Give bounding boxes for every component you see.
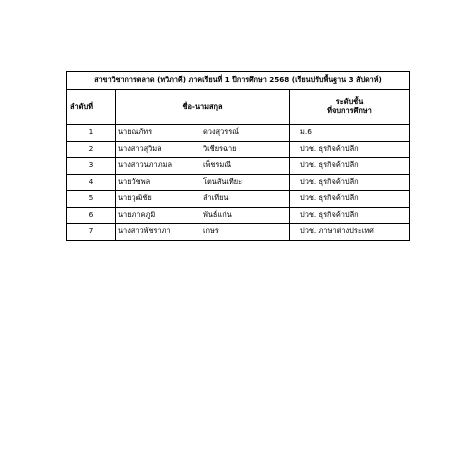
row-level: ปวช. ธุรกิจค้าปลีก [290, 158, 410, 175]
row-no: 2 [67, 141, 116, 158]
row-name [116, 125, 290, 142]
row-last-name: ลำเทียน [203, 193, 229, 203]
row-no: 5 [67, 191, 116, 208]
row-no: 6 [67, 207, 116, 224]
table-row [67, 224, 410, 241]
row-first-name: นายวัชพล [118, 176, 151, 186]
row-level: ปวช. ภาษาต่างประเทศ [290, 224, 410, 241]
table-row [67, 141, 410, 158]
header-name: ชื่อ-นามสกุล [116, 90, 290, 125]
header-level [290, 90, 410, 125]
student-list-sheet [66, 71, 409, 241]
header-no: ลำดับที่ [67, 90, 116, 125]
row-name [116, 191, 290, 208]
student-table [66, 71, 410, 241]
header-level-line2: ที่จบการศึกษา [327, 106, 372, 115]
table-title: สาขาวิชาการตลาด (ทวิภาคี) ภาคเรียนที่ 1 ปีการศึกษา 2568 (เรียนปรับพื้นฐาน 3 สัปดาห์) [67, 72, 410, 90]
row-first-name: นายวุฒิชัย [118, 193, 152, 203]
table-row [67, 191, 410, 208]
table-row [67, 158, 410, 175]
row-name [116, 224, 290, 241]
row-level: ม.6 [290, 125, 410, 142]
row-first-name: นางสาวนภาภมล [118, 160, 172, 170]
title-row [67, 72, 410, 90]
row-level: ปวช. ธุรกิจค้าปลีก [290, 191, 410, 208]
row-level: ปวช. ธุรกิจค้าปลีก [290, 174, 410, 191]
row-level: ปวช. ธุรกิจค้าปลีก [290, 207, 410, 224]
row-last-name: วิเชียรฉาย [203, 143, 237, 153]
row-first-name: นางสาวพัชราภา [118, 226, 171, 236]
row-name [116, 158, 290, 175]
row-last-name: โตนสันเทียะ [203, 176, 243, 186]
row-no: 1 [67, 125, 116, 142]
row-no: 7 [67, 224, 116, 241]
row-name [116, 207, 290, 224]
row-name [116, 141, 290, 158]
row-last-name: พันธ์แก่น [203, 209, 232, 219]
table-row [67, 207, 410, 224]
row-name [116, 174, 290, 191]
row-last-name: เกษร [203, 226, 219, 236]
row-no: 3 [67, 158, 116, 175]
header-row [67, 90, 410, 125]
row-first-name: นางสาวสุวิมล [118, 143, 162, 153]
row-level: ปวช. ธุรกิจค้าปลีก [290, 141, 410, 158]
table-row [67, 125, 410, 142]
table-row [67, 174, 410, 191]
row-last-name: เพ็ชรมณี [203, 160, 232, 170]
row-last-name: ดวงสุวรรณ์ [203, 127, 240, 137]
row-first-name: นายณภัทร [118, 127, 153, 137]
header-level-line1: ระดับชั้น [335, 97, 364, 107]
row-no: 4 [67, 174, 116, 191]
row-first-name: นายภาคภูมิ [118, 209, 156, 219]
